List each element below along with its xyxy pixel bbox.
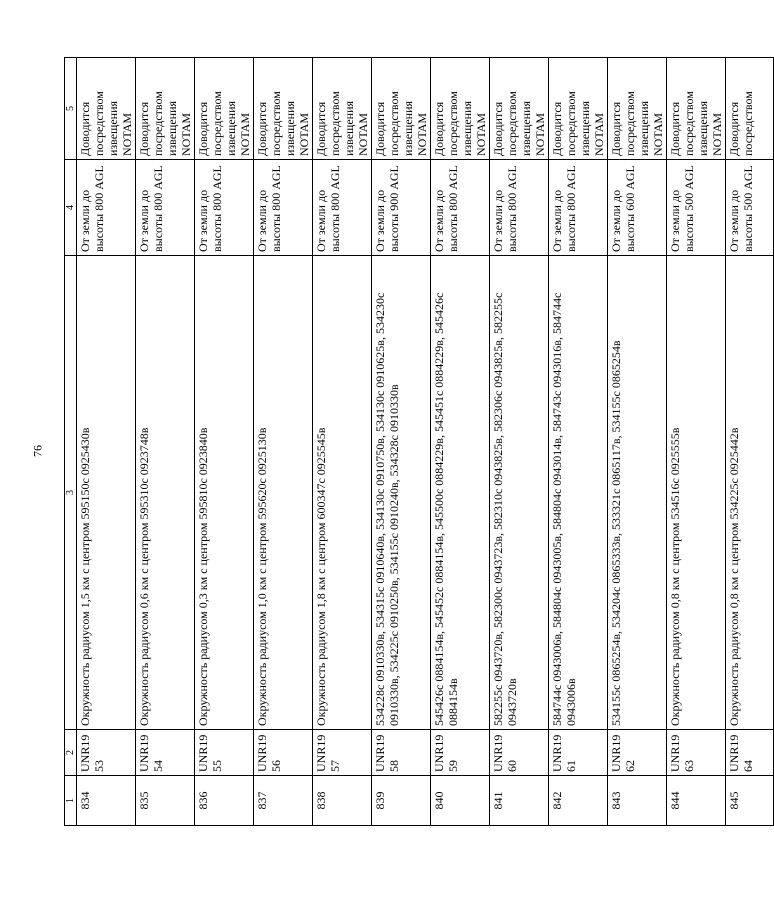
- row-number: 835: [136, 776, 195, 826]
- zone-code: UNR1953: [77, 730, 136, 776]
- activation-note: Доводится посредством: [726, 58, 774, 160]
- zone-description: 534228с 0910330в, 534315с 0910640в, 534130с 0910750в, 534130с 0910625в, 534230с 0910330в, 534225с 0910250в, 534155с 0910240в, 534328с 0910330в: [372, 256, 431, 730]
- activation-note: Доводится посредством извещения NOTAM: [195, 58, 254, 160]
- row-number: 838: [313, 776, 372, 826]
- zone-description: Окружность радиусом 0,3 км с центром 595810с 0923840в: [195, 256, 254, 730]
- zone-description: Окружность радиусом 0,8 км с центром 534225с 0925442в: [726, 256, 774, 730]
- altitude-limits: От земли до высоты 800 AGL: [136, 160, 195, 256]
- table-row: [195, 58, 254, 826]
- activation-note: Доводится посредством извещения NOTAM: [254, 58, 313, 160]
- zone-code: UNR1959: [431, 730, 490, 776]
- zone-code: UNR1960: [490, 730, 549, 776]
- column-number: 1: [65, 776, 77, 826]
- altitude-limits: От земли до высоты 600 AGL: [608, 160, 667, 256]
- zone-description: Окружность радиусом 0,8 км с центром 534516с 0925555в: [667, 256, 726, 730]
- table-row: [608, 58, 667, 826]
- activation-note: Доводится посредством извещения NOTAM: [490, 58, 549, 160]
- zone-code: UNR1964: [726, 730, 774, 776]
- table-row: [431, 58, 490, 826]
- altitude-limits: От земли до высоты 800 AGL: [490, 160, 549, 256]
- zone-description: Окружность радиусом 0,6 км с центром 595310с 0923748в: [136, 256, 195, 730]
- rotated-page-content: [64, 58, 755, 826]
- zone-description: Окружность радиусом 1,8 км с центром 600347с 0925545в: [313, 256, 372, 730]
- zone-description: Окружность радиусом 1,0 км с центром 595620с 0925130в: [254, 256, 313, 730]
- altitude-limits: От земли до высоты 500 AGL: [726, 160, 774, 256]
- activation-note: Доводится посредством извещения NOTAM: [608, 58, 667, 160]
- table-row: [667, 58, 726, 826]
- activation-note: Доводится посредством извещения NOTAM: [549, 58, 608, 160]
- activation-note: Доводится посредством извещения NOTAM: [77, 58, 136, 160]
- activation-note: Доводится посредством извещения NOTAM: [372, 58, 431, 160]
- row-number: 843: [608, 776, 667, 826]
- table-row: [77, 58, 136, 826]
- zone-description: Окружность радиусом 1,5 км с центром 595150с 0925430в: [77, 256, 136, 730]
- column-number: 2: [65, 730, 77, 776]
- altitude-limits: От земли до высоты 800 AGL: [549, 160, 608, 256]
- activation-note: Доводится посредством извещения NOTAM: [431, 58, 490, 160]
- row-number: 837: [254, 776, 313, 826]
- row-number: 845: [726, 776, 774, 826]
- zone-code: UNR1962: [608, 730, 667, 776]
- zone-code: UNR1961: [549, 730, 608, 776]
- table-row: [313, 58, 372, 826]
- column-number: 3: [65, 256, 77, 730]
- row-number: 841: [490, 776, 549, 826]
- row-number: 844: [667, 776, 726, 826]
- zone-description: 545426с 0884154в, 545452с 0884154в, 545500с 0884229в, 545451с 0884229в, 545426с 0884154в: [431, 256, 490, 730]
- row-number: 842: [549, 776, 608, 826]
- zone-description: 584744с 0943006в, 584804с 0943005в, 584804с 0943014в, 584743с 0943016в, 584744с 0943006в: [549, 256, 608, 730]
- table-row: [136, 58, 195, 826]
- zone-description: 582255с 0943720в, 582300с 0943723в, 582310с 0943825в, 582306с 0943825в, 582255с 0943720в: [490, 256, 549, 730]
- column-number-row: [65, 58, 77, 826]
- zone-code: UNR1958: [372, 730, 431, 776]
- zone-code: UNR1954: [136, 730, 195, 776]
- row-number: 836: [195, 776, 254, 826]
- row-number: 840: [431, 776, 490, 826]
- column-number: 5: [65, 58, 77, 160]
- altitude-limits: От земли до высоты 800 AGL: [195, 160, 254, 256]
- column-number: 4: [65, 160, 77, 256]
- altitude-limits: От земли до высоты 800 AGL: [254, 160, 313, 256]
- zone-code: UNR1955: [195, 730, 254, 776]
- table-row: [490, 58, 549, 826]
- row-number: 839: [372, 776, 431, 826]
- activation-note: Доводится посредством извещения NOTAM: [667, 58, 726, 160]
- row-number: 834: [77, 776, 136, 826]
- zone-code: UNR1956: [254, 730, 313, 776]
- table-row: [254, 58, 313, 826]
- zone-code: UNR1963: [667, 730, 726, 776]
- activation-note: Доводится посредством извещения NOTAM: [136, 58, 195, 160]
- table-row: [372, 58, 431, 826]
- zone-code: UNR1957: [313, 730, 372, 776]
- activation-note: Доводится посредством извещения NOTAM: [313, 58, 372, 160]
- table-row: [726, 58, 774, 826]
- altitude-limits: От земли до высоты 500 AGL: [667, 160, 726, 256]
- table-row: [549, 58, 608, 826]
- altitude-limits: От земли до высоты 800 AGL: [431, 160, 490, 256]
- altitude-limits: От земли до высоты 800 AGL: [313, 160, 372, 256]
- altitude-limits: От земли до высоты 900 AGL: [372, 160, 431, 256]
- page-number: 76: [30, 445, 45, 457]
- altitude-limits: От земли до высоты 800 AGL: [77, 160, 136, 256]
- zone-description: 534155с 0865254в, 534204с 0865333в, 533321с 0865117в, 534155с 0865254в: [608, 256, 667, 730]
- restricted-areas-table: [64, 57, 774, 826]
